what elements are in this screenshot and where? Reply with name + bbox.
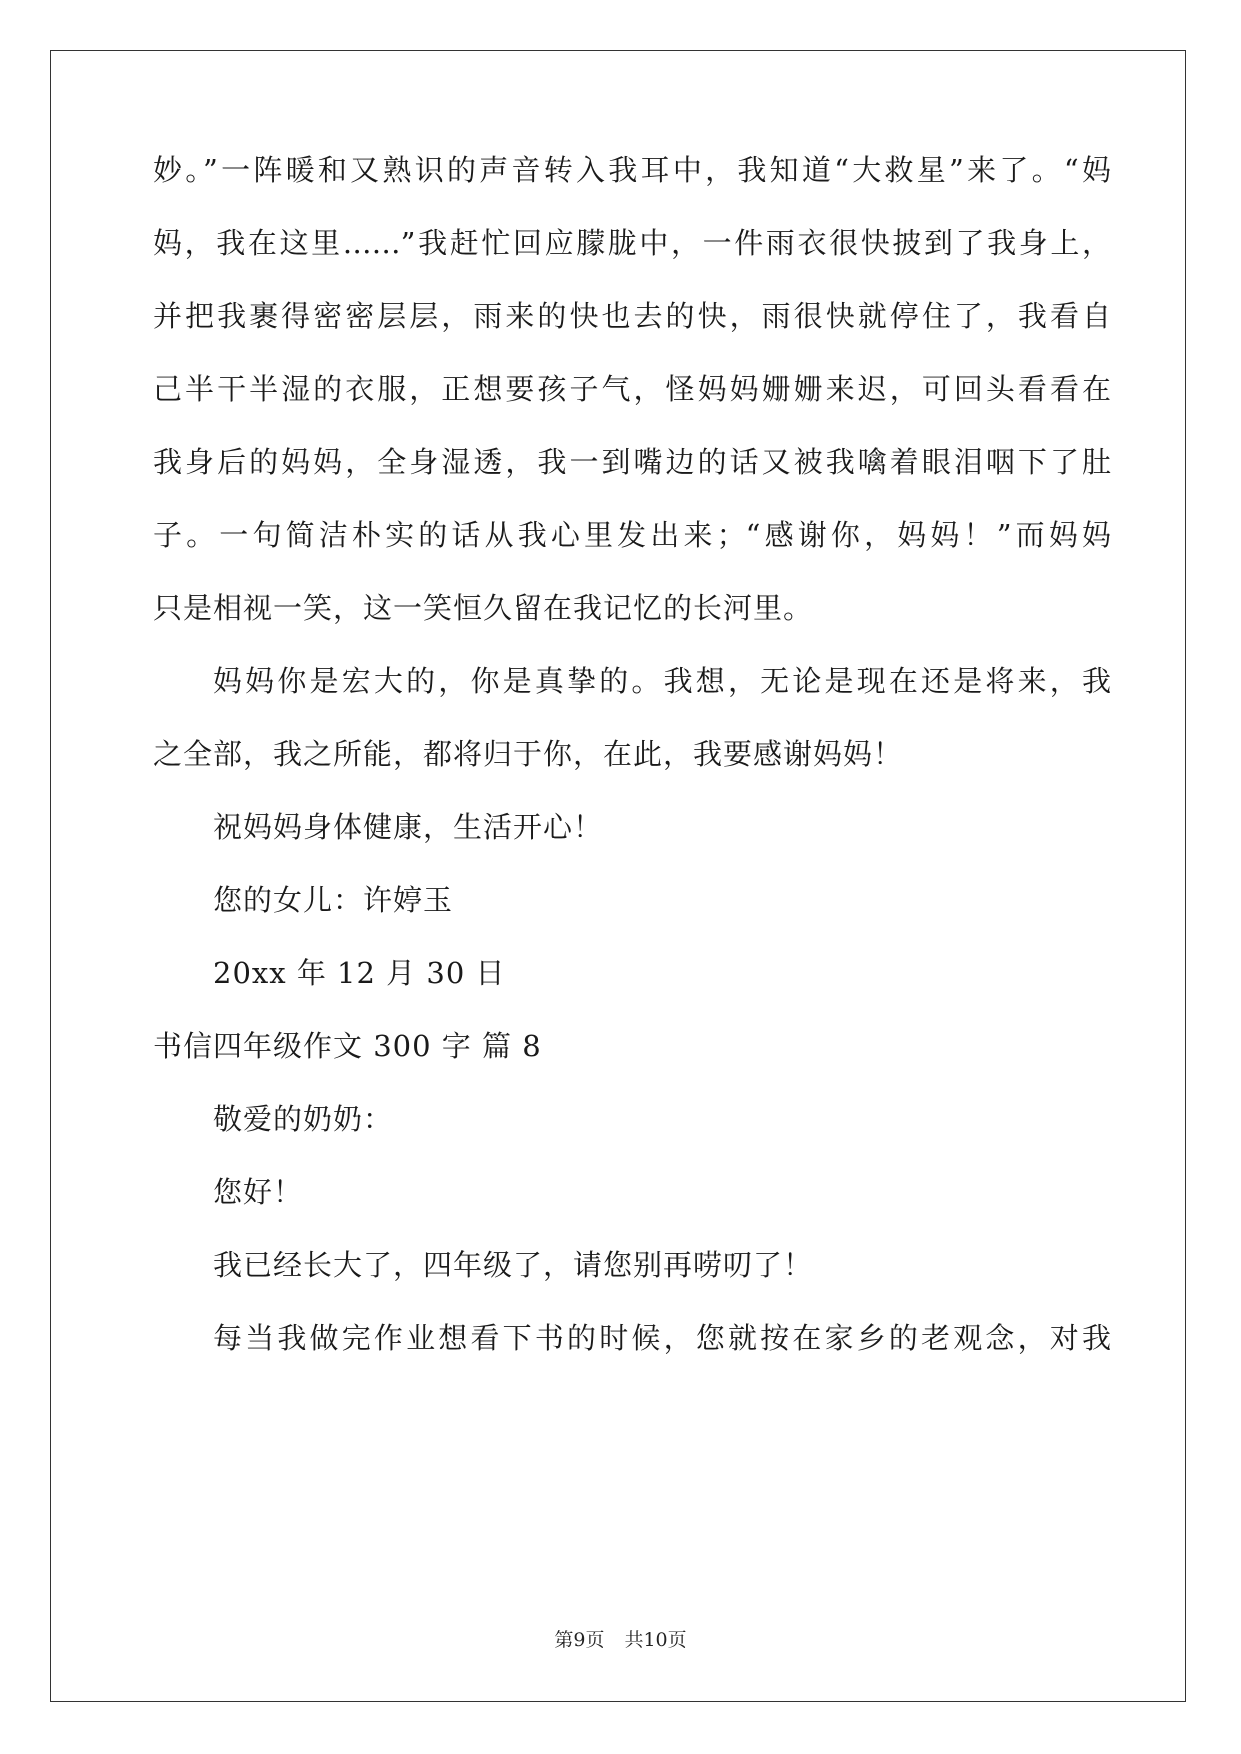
page-total: 共10页: [624, 1629, 687, 1651]
text-line: 之全部，我之所能，都将归于你，在此，我要感谢妈妈！: [153, 737, 904, 771]
paragraph-line: 我已经长大了，四年级了，请您别再唠叨了！: [213, 1248, 814, 1282]
section-heading: 书信四年级作文 300 字 篇 8: [153, 1029, 542, 1063]
paragraph-line: 妈妈你是宏大的，你是真挚的。我想，无论是现在还是将来，我: [213, 664, 1111, 698]
salutation: 敬爱的奶奶：: [213, 1102, 394, 1136]
text-line: 只是相视一笑，这一笑恒久留在我记忆的长河里。: [153, 591, 814, 625]
text-line: 妈，我在这里……”我赶忙回应朦胧中，一件雨衣很快披到了我身上，: [153, 226, 1111, 260]
date-line: 20xx 年 12 月 30 日: [213, 956, 506, 990]
text-line: 己半干半湿的衣服，正想要孩子气，怪妈妈姗姗来迟，可回头看看在: [153, 372, 1111, 406]
page-footer: [0, 1628, 1241, 1652]
signature: 您的女儿：许婷玉: [213, 883, 454, 917]
greeting: 您好！: [213, 1175, 304, 1209]
text-line: 并把我裹得密密层层，雨来的快也去的快，雨很快就停住了，我看自: [153, 299, 1111, 333]
text-line: 我身后的妈妈，全身湿透，我一到嘴边的话又被我噙着眼泪咽下了肚: [153, 445, 1111, 479]
page-number: 第9页: [554, 1629, 605, 1651]
text-line: 子。一句简洁朴实的话从我心里发出来；“感谢你，妈妈！”而妈妈: [153, 518, 1111, 552]
closing-wish: 祝妈妈身体健康，生活开心！: [213, 810, 604, 844]
paragraph-line: 每当我做完作业想看下书的时候，您就按在家乡的老观念，对我: [213, 1321, 1111, 1355]
text-line: 妙。”一阵暖和又熟识的声音转入我耳中，我知道“大救星”来了。“妈: [153, 153, 1111, 187]
